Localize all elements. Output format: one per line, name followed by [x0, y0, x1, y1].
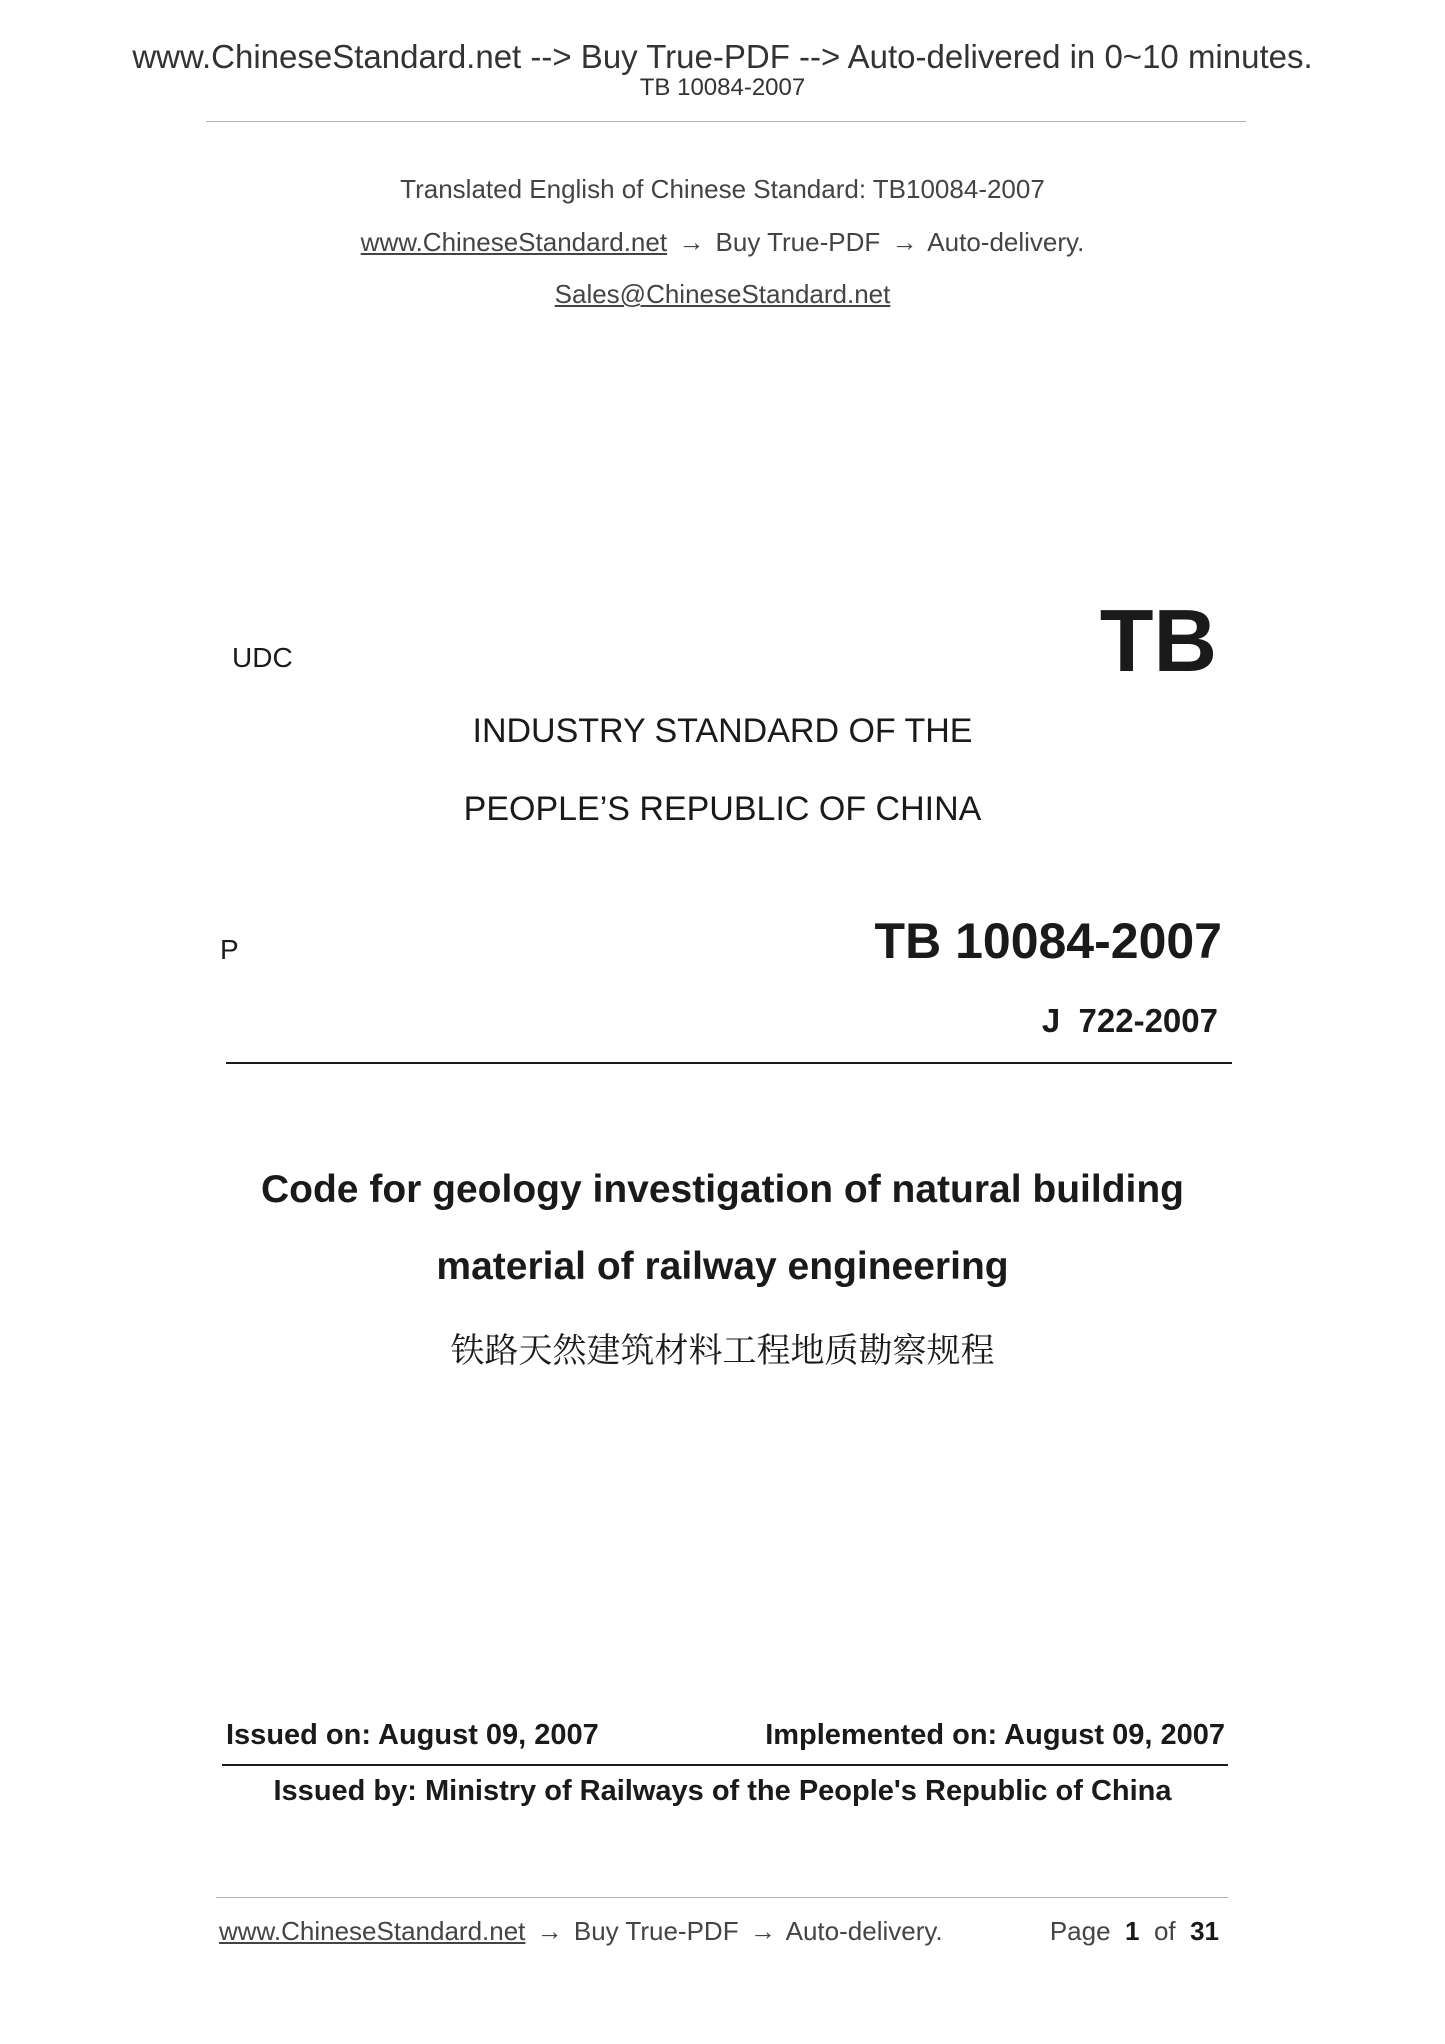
title-divider [226, 1062, 1232, 1064]
footer-link-line [219, 1916, 943, 1947]
header-doc-code: TB 10084-2007 [639, 74, 806, 101]
p-label: P [220, 934, 239, 965]
arrow-right-icon: → [749, 1916, 776, 1946]
footer-delivery-text: Auto-delivery. [785, 1916, 943, 1946]
j-number: J 722-2007 [1041, 1002, 1218, 1039]
issued-by: Issued by: Ministry of Railways of the People's Republic of China [273, 1775, 1172, 1807]
sales-email-link[interactable]: Sales@ChineseStandard.net [554, 279, 891, 309]
footer-divider [216, 1897, 1228, 1898]
header-divider [206, 121, 1246, 122]
title-line-1: Code for geology investigation of natural building [261, 1168, 1184, 1211]
top-banner: www.ChineseStandard.net --> Buy True-PDF --> Auto-delivered in 0~10 minutes. [132, 38, 1313, 75]
issued-on: Issued on: August 09, 2007 [226, 1719, 599, 1751]
arrow-right-icon: → [678, 227, 705, 257]
industry-line-1: INDUSTRY STANDARD OF THE [472, 712, 973, 750]
arrow-right-icon: → [536, 1916, 563, 1946]
of-word: of [1153, 1916, 1176, 1946]
intro-link-line [0, 227, 1445, 258]
industry-line-2: PEOPLE’S REPUBLIC OF CHINA [463, 790, 982, 828]
issued-divider [222, 1764, 1228, 1766]
delivery-text: Auto-delivery. [927, 227, 1085, 257]
implemented-on: Implemented on: August 09, 2007 [765, 1719, 1225, 1751]
standard-number: TB 10084-2007 [874, 913, 1222, 969]
title-line-2: material of railway engineering [436, 1245, 1009, 1288]
footer-site-link[interactable]: www.ChineseStandard.net [219, 1916, 526, 1946]
page-total: 31 [1190, 1916, 1219, 1946]
page-indicator [1050, 1916, 1219, 1947]
tb-mark: TB [1099, 591, 1217, 690]
page-current: 1 [1125, 1916, 1140, 1946]
arrow-right-icon: → [891, 227, 918, 257]
site-link[interactable]: www.ChineseStandard.net [360, 227, 668, 257]
email-line [0, 279, 1445, 310]
page-word: Page [1049, 1916, 1111, 1946]
footer-buy-text: Buy True-PDF [573, 1916, 739, 1946]
translation-notice: Translated English of Chinese Standard: TB10084-2007 [400, 174, 1045, 204]
buy-text: Buy True-PDF [715, 227, 881, 257]
udc-label: UDC [232, 642, 293, 673]
title-chinese: 铁路天然建筑材料工程地质勘察规程 [450, 1331, 995, 1371]
